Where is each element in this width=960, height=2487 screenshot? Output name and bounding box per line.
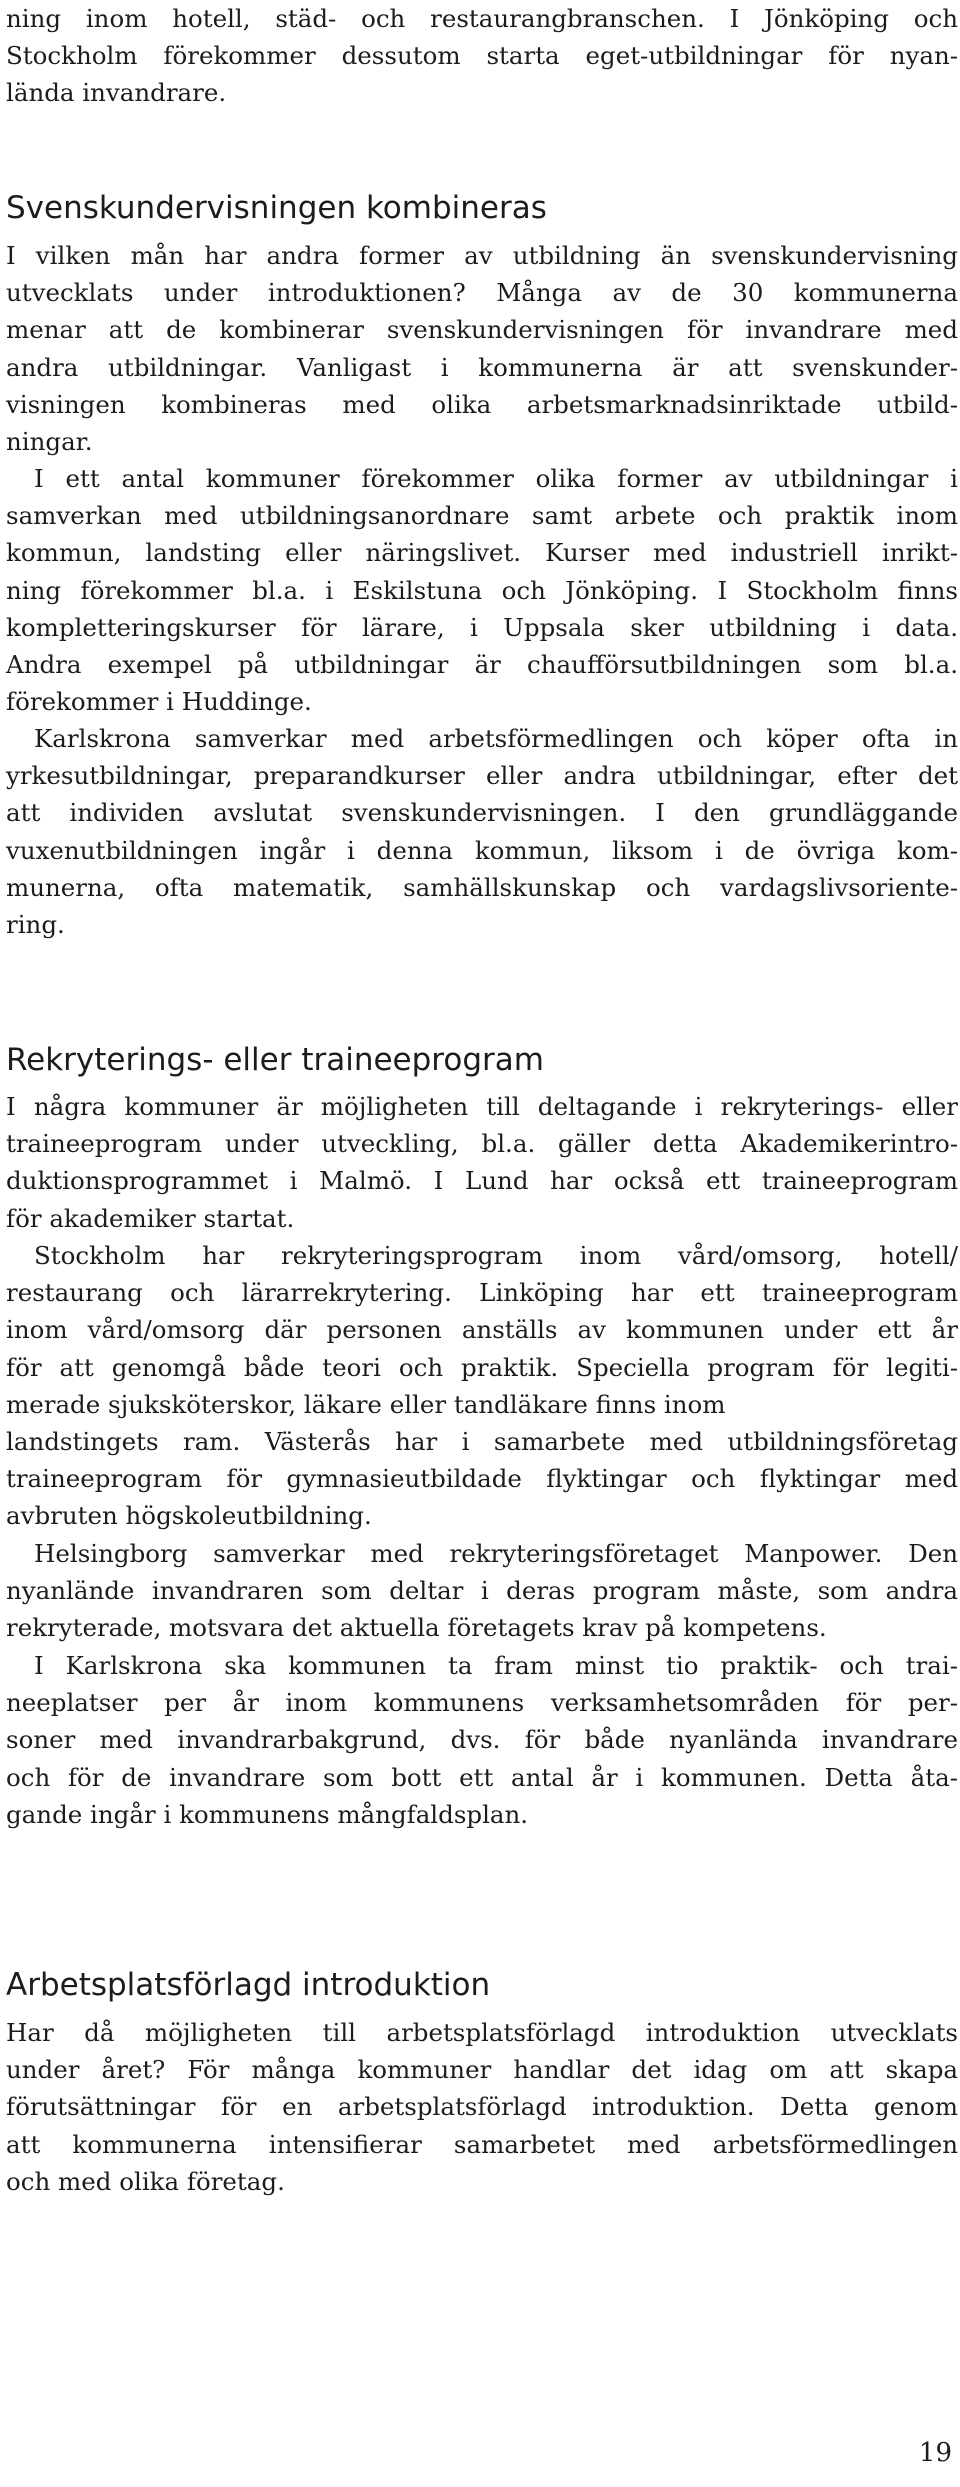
section-heading-arbetsplatsforlagd: Arbetsplatsförlagd introduktion (6, 1967, 491, 2003)
text-line: traineeprogram för gymnasieutbildade flyktingar och flyktingar med (6, 1464, 958, 1494)
text-line: Helsingborg samverkar med rekryteringsföretaget Manpower. Den (34, 1539, 958, 1568)
text-line: traineeprogram under utveckling, bl.a. gäller detta Akademikerintro- (6, 1129, 958, 1159)
text-line: duktionsprogrammet i Malmö. I Lund har också ett traineeprogram (6, 1166, 958, 1196)
text-line: I Karlskrona ska kommunen ta fram minst tio praktik- och trai- (34, 1651, 958, 1680)
text-line: yrkesutbildningar, preparandkurser eller andra utbildningar, efter det (6, 761, 958, 791)
text-line: under året? För många kommuner handlar det idag om att skapa (6, 2055, 958, 2085)
text-line: andra utbildningar. Vanligast i kommunerna är att svenskunder- (6, 352, 958, 382)
paragraph-rekrytering-2 (6, 1237, 958, 1535)
paragraph-svenskundervisning-2 (6, 460, 958, 720)
text-line: Har då möjligheten till arbetsplatsförlagd introduktion utvecklats (6, 2018, 958, 2047)
text-line: förutsättningar för en arbetsplatsförlagd introduktion. Detta genom (6, 2092, 958, 2122)
text-line: ring. (6, 910, 65, 940)
text-line: gande ingår i kommunens mångfaldsplan. (6, 1799, 529, 1829)
text-line: rekryterade, motsvara det aktuella företagets krav på kompetens. (6, 1613, 827, 1643)
text-line: kompletteringskurser för lärare, i Uppsala sker utbildning i data. (6, 612, 958, 642)
text-line: merade sjuksköterskor, läkare eller tandläkare finns inom (6, 1389, 726, 1419)
text-line: förekommer i Huddinge. (6, 687, 312, 717)
section-heading-svenskundervisning: Svenskundervisningen kombineras (6, 190, 547, 226)
text-line: nyanlände invandraren som deltar i deras program måste, som andra (6, 1576, 958, 1606)
paragraph-rekrytering-1 (6, 1088, 958, 1237)
page-number: 19 (918, 2438, 952, 2468)
text-line: visningen kombineras med olika arbetsmarknadsinriktade utbild- (6, 389, 958, 419)
text-line: Andra exempel på utbildningar är chaufförsutbildningen som bl.a. (6, 650, 958, 680)
text-line: ningar. (6, 427, 93, 457)
text-line: utvecklats under introduktionen? Många av de 30 kommunerna (6, 278, 958, 308)
text-line: och med olika företag. (6, 2166, 285, 2196)
text-line: att kommunerna intensifierar samarbetet med arbetsförmedlingen (6, 2129, 958, 2159)
text-line: I några kommuner är möjligheten till deltagande i rekryterings- eller (6, 1092, 958, 1121)
text-line: avbruten högskoleutbildning. (6, 1501, 372, 1531)
text-line: att individen avslutat svenskundervisningen. I den grundläggande (6, 798, 958, 828)
text-line: samverkan med utbildningsanordnare samt arbete och praktik inom (6, 501, 958, 531)
text-line: ning förekommer bl.a. i Eskilstuna och Jönköping. I Stockholm finns (6, 575, 958, 605)
text-line: Stockholm förekommer dessutom starta eget-utbildningar för nyan- (6, 41, 958, 71)
paragraph-svenskundervisning-1 (6, 237, 958, 460)
intro-paragraph (6, 0, 958, 112)
text-line: restaurang och lärarrekrytering. Linköping har ett traineeprogram (6, 1278, 958, 1308)
paragraph-rekrytering-4 (6, 1647, 958, 1833)
text-line: menar att de kombinerar svenskundervisningen för invandrare med (6, 315, 958, 345)
text-line: soner med invandrarbakgrund, dvs. för både nyanlända invandrare (6, 1725, 958, 1755)
text-line: ning inom hotell, städ- och restaurangbranschen. I Jönköping och (6, 4, 958, 33)
paragraph-arbetsplatsforlagd (6, 2014, 958, 2200)
text-line: landstingets ram. Västerås har i samarbete med utbildningsföretag (6, 1427, 958, 1457)
text-line: Stockholm har rekryteringsprogram inom vård/omsorg, hotell/ (34, 1241, 958, 1270)
section-heading-rekrytering: Rekryterings- eller traineeprogram (6, 1042, 544, 1078)
text-line: inom vård/omsorg där personen anställs av kommunen under ett år (6, 1315, 958, 1345)
text-line: I ett antal kommuner förekommer olika former av utbildningar i (34, 464, 958, 493)
text-line: munerna, ofta matematik, samhällskunskap och vardagslivsoriente- (6, 872, 958, 902)
text-line: neeplatser per år inom kommunens verksamhetsområden för per- (6, 1688, 958, 1718)
text-line: kommun, landsting eller näringslivet. Kurser med industriell inrikt- (6, 538, 958, 568)
text-line: för akademiker startat. (6, 1203, 295, 1233)
text-line: lända invandrare. (6, 78, 227, 108)
text-line: för att genomgå både teori och praktik. Speciella program för legiti- (6, 1352, 958, 1382)
paragraph-svenskundervisning-3 (6, 720, 958, 943)
text-line: Karlskrona samverkar med arbetsförmedlingen och köper ofta in (34, 724, 958, 753)
text-line: och för de invandrare som bott ett antal år i kommunen. Detta åta- (6, 1762, 958, 1792)
text-line: vuxenutbildningen ingår i denna kommun, liksom i de övriga kom- (6, 835, 958, 865)
paragraph-rekrytering-3 (6, 1535, 958, 1647)
text-line: I vilken mån har andra former av utbildning än svenskundervisning (6, 241, 958, 270)
